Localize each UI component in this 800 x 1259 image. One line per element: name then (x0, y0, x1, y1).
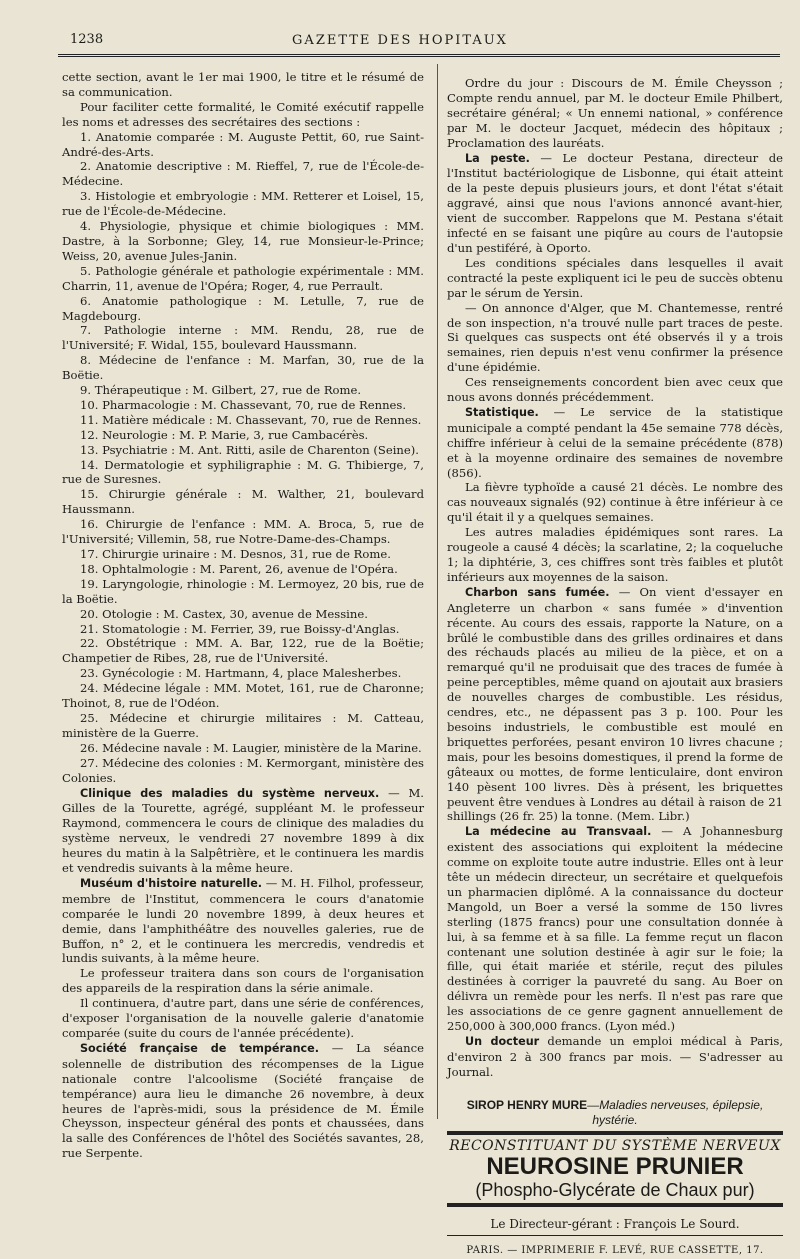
paragraph (62, 443, 424, 458)
ad-product-name: NEUROSINE PRUNIER (486, 1152, 744, 1180)
paragraph-text: 19. Laryngologie, rhinologie : M. Lermoyez, 20 bis, rue de la Boëtie. (62, 576, 424, 606)
column-divider (437, 64, 438, 1119)
paragraph-text: 13. Psychiatrie : M. Ant. Ritti, asile de Charenton (Seine). (80, 442, 419, 457)
paragraph (62, 428, 424, 443)
section-heading: Charbon sans fumée. (465, 585, 610, 599)
paragraph (447, 375, 783, 405)
paragraph-text: — A Johannesburg existent des associations qui exploitent la médecine comme on exploite toute autre industrie. Elles ont à leur tête un médecin directeur, un secrétaire et quelquefois un pharmacien diplômé. A la connaissance du docteur Mangold, un Boer a versé la somme de 150 livres sterling (1875 francs) pour une consultation donnée à lui, à sa femme et à sa fille. La femme reçut un flacon contenant une solution destinée à agir sur le foie; la fille, qui était mariée et stérile, reçut des pilules destinées à corriger la pauvreté du sang. Au Boer on délivra un remède pour les nerfs. Il n'est pas rare que les associations de ce genre gagnent annuellement de 250,000 à 300,000 francs. (Lyon méd.) (447, 824, 783, 1034)
paragraph-text: Pour faciliter cette formalité, le Comité exécutif rappelle les noms et adresses des secrétaires des sections : (62, 99, 424, 129)
ad-sirop-desc: —Maladies nerveuses, épilepsie, hystérie. (587, 1097, 764, 1127)
paragraph (62, 294, 424, 324)
paragraph (62, 876, 424, 966)
paragraph-text: — Le docteur Pestana, directeur de l'Institut bactériologique de Lisbonne, qui était atteint de la peste depuis plusieurs jours, et dont l'état s'était aggravé, ainsi que nous l'avions annoncé avant-hier, vient de succomber. Rappelons que M. Pestana s'était infecté en se faisant une piqûre au cours de l'autopsie d'un pestiféré, à Oporto. (447, 150, 783, 255)
paragraph (62, 741, 424, 756)
paragraph (447, 405, 783, 481)
paragraph-text: 21. Stomatologie : M. Ferrier, 39, rue Boissy-d'Anglas. (80, 621, 400, 636)
paragraph (447, 525, 783, 585)
paragraph (62, 666, 424, 681)
paragraph-text: — M. Gilles de la Tourette, agrégé, suppléant M. le professeur Raymond, commencera le cours de clinique des maladies du système nerveux, le vendredi 27 novembre 1899 à dix heures du matin à la Salpêtrière, et le continuera les mardis et vendredis suivants à la même heure. (62, 785, 424, 876)
ad-sirop-line (447, 1098, 783, 1128)
paragraph (447, 256, 783, 301)
paragraph-text: 16. Chirurgie de l'enfance : MM. A. Broca, 5, rue de l'Université; Villemin, 58, rue Notre-Dame-des-Champs. (62, 517, 424, 547)
paragraph-text: 23. Gynécologie : M. Hartmann, 4, place Malesherbes. (80, 666, 402, 681)
paragraph-text: — La séance solennelle de distribution des récompenses de la Ligue nationale contre l'alcoolisme (Société française de tempérance) aura lieu le dimanche 26 novembre, à deux heures de l'après-midi, sous la présidence de M. Émile Cheysson, inspecteur général des ponts et chaussées, dans la salle des Conférences de l'hôtel des Sociétés savantes, 28, rue Serpente. (62, 1040, 424, 1161)
paragraph-text: Ces renseignements concordent bien avec ceux que nous avons donnés précédemment. (447, 375, 783, 405)
paragraph-text: 24. Médecine légale : MM. Motet, 161, rue de Charonne; Thoinot, 8, rue de l'Odéon. (62, 681, 424, 711)
paragraph-text: Ordre du jour : Discours de M. Émile Cheysson ; Compte rendu annuel, par M. le docteur Emile Philbert, secrétaire général; « Un ennemi national, » conférence par M. le docteur Jacquet, médecin des hôpitaux ; Proclamation des lauréats. (447, 76, 783, 150)
paragraph (62, 398, 424, 413)
paragraph (62, 219, 424, 264)
header-rule (58, 54, 780, 59)
paragraph-text: — M. H. Filhol, professeur, membre de l'Institut, commencera le cours d'anatomie comparée le lundi 20 novembre 1899, à deux heures et demie, dans l'amphithéâtre des nouvelles galeries, rue de Buffon, n° 2, et le continuera les mercredis, vendredis et lundis suivants, à la même heure. (62, 875, 425, 966)
paragraph-text: Les autres maladies épidémiques sont rares. La rougeole a causé 4 décès; la scarlatine, 2; la coqueluche 1; la diphtérie, 3, ces chiffres sont très faibles et plutôt inférieurs aux moyennes de la saison. (447, 525, 783, 584)
paragraph-text: — On vient d'essayer en Angleterre un charbon « sans fumée » d'invention récente. Au cours des essais, rapporte la Nature, on a brûlé le combustible dans des grilles ordinaires et dans des réchauds placés au milieu de la pièce, et on a remarqué qu'il ne produisait que des traces de fumée à peine perceptibles, même quand on ajoutait aux brasiers de nouvelles charges de combustible. Les résidus, cendres, etc., ne dépassent pas 3 p. 100. Pour les besoins industriels, le combustible est moulé en briquettes perforées, pesant environ 10 livres chacune ; mais, pour les besoins domestiques, il prend la forme de gâteaux ou mottes, de forme lenticulaire, dont environ 140 pèsent 100 livres. Dès à présent, les briquettes peuvent être vendues à Londres au détail à raison de 21 shillings (26 fr. 25) la tonne. (Mem. Libr.) (447, 584, 783, 824)
paragraph (62, 636, 424, 666)
paragraph (62, 577, 424, 607)
paragraph (447, 76, 783, 151)
paragraph-text: Le professeur traitera dans son cours de l'organisation des appareils de la respiration dans la série animale. (62, 966, 424, 996)
paragraph-text: — On annonce d'Alger, que M. Chantemesse, rentré de son inspection, n'a trouvé nulle part traces de peste. Si quelques cas suspects ont été observés il y a trois semaines, rien depuis n'est venu confirmer la présence d'une épidémie. (447, 300, 783, 375)
paragraph-text: 14. Dermatologie et syphiligraphie : M. G. Thibierge, 7, rue de Suresnes. (62, 457, 424, 487)
paragraph-text: 9. Thérapeutique : M. Gilbert, 27, rue de Rome. (80, 383, 362, 398)
paragraph-text: cette section, avant le 1er mai 1900, le titre et le résumé de sa communication. (62, 70, 424, 99)
paragraph-text: 17. Chirurgie urinaire : M. Desnos, 31, rue de Rome. (80, 547, 391, 561)
paragraph-text: 1. Anatomie comparée : M. Auguste Pettit, 60, rue Saint-André-des-Arts. (62, 129, 424, 159)
paragraph-text: 7. Pathologie interne : MM. Rendu, 28, rue de l'Université; F. Widal, 155, boulevard Haussmann. (62, 323, 424, 353)
paragraph-text: 6. Anatomie pathologique : M. Letulle, 7, rue de Magdebourg. (62, 293, 424, 323)
paragraph (62, 562, 424, 577)
paragraph-text: 18. Ophtalmologie : M. Parent, 26, avenue de l'Opéra. (80, 561, 398, 576)
paragraph (62, 517, 424, 547)
paragraph (62, 966, 424, 996)
paragraph (62, 264, 424, 294)
ad-sirop-brand: SIROP HENRY MURE (466, 1097, 588, 1112)
paragraph (62, 607, 424, 622)
paragraph (62, 159, 424, 189)
paragraph (62, 996, 424, 1041)
section-heading: La peste. (465, 151, 530, 165)
section-heading: La médecine au Transvaal. (465, 825, 652, 839)
section-heading: Clinique des maladies du système nerveux. (80, 786, 380, 800)
paragraph (62, 383, 424, 398)
paragraph (62, 1041, 424, 1161)
paragraph (62, 70, 424, 100)
section-heading: Muséum d'histoire naturelle. (80, 876, 263, 890)
paragraph (62, 353, 424, 383)
footer-imprimerie: PARIS. — IMPRIMERIE F. LEVÉ, RUE CASSETTE, 17. (466, 1245, 764, 1257)
paragraph-text: 20. Otologie : M. Castex, 30, avenue de Messine. (80, 606, 368, 621)
paragraph-text: 11. Matière médicale : M. Chassevant, 70, rue de Rennes. (80, 412, 422, 427)
paragraph-text: 8. Médecine de l'enfance : M. Marfan, 30, rue de la Boëtie. (62, 353, 424, 383)
paragraph (62, 622, 424, 637)
paragraph-text: 3. Histologie et embryologie : MM. Retterer et Loisel, 15, rue de l'École-de-Médecine. (62, 189, 424, 219)
paragraph (447, 151, 783, 256)
paragraph (62, 756, 424, 786)
footer-gerant: Le Directeur-gérant : François Le Sourd. (490, 1216, 740, 1231)
paragraph-text: 27. Médecine des colonies : M. Kermorgant, ministère des Colonies. (62, 755, 424, 785)
paragraph (447, 1034, 783, 1080)
paragraph-text: 15. Chirurgie générale : M. Walther, 21, boulevard Haussmann. (62, 487, 424, 517)
right-column (447, 76, 783, 1259)
ad-formula: (Phospho-Glycérate de Chaux pur) (475, 1179, 755, 1200)
section-heading: Un docteur (465, 1035, 540, 1048)
paragraph (62, 681, 424, 711)
left-column (62, 70, 424, 1161)
paragraph-text: 22. Obstétrique : MM. A. Bar, 122, rue de la Boëtie; Champetier de Ribes, 28, rue de l'Université. (62, 636, 424, 666)
paragraph-text: 4. Physiologie, physique et chimie biologiques : MM. Dastre, à la Sorbonne; Gley, 14, rue Monsieur-le-Prince; Weiss, 20, avenue Jules-Janin. (62, 219, 424, 263)
paragraph-text: Les conditions spéciales dans lesquelles il avait contracté la peste expliquent ici le peu de succès obtenu par le sérum de Yersin. (447, 255, 783, 300)
paragraph (62, 786, 424, 876)
paragraph (62, 547, 424, 562)
paragraph-text: — Le service de la statistique municipale a compté pendant la 45e semaine 778 décès, chiffre inférieur à celui de la semaine précédente (878) et à la moyenne ordinaire des semaines de novembre (856). (447, 404, 783, 480)
ad-reconstituant: RECONSTITUANT DU SYSTÈME NERVEUX (449, 1137, 781, 1154)
paragraph (447, 480, 783, 525)
ad-rule-bottom (447, 1203, 783, 1207)
footer-rule (447, 1235, 783, 1236)
ad-rule-top (447, 1131, 783, 1135)
paragraph (447, 824, 783, 1034)
paragraph-text: 2. Anatomie descriptive : M. Rieffel, 7, rue de l'École-de-Médecine. (62, 159, 424, 189)
paragraph-text: 26. Médecine navale : M. Laugier, ministère de la Marine. (80, 740, 422, 755)
paragraph-text: 5. Pathologie générale et pathologie expérimentale : MM. Charrin, 11, avenue de l'Opéra; Roger, 4, rue Perrault. (62, 263, 424, 293)
paragraph (62, 458, 424, 488)
advertisement (447, 1098, 783, 1207)
paragraph (62, 487, 424, 517)
paragraph (62, 323, 424, 353)
section-heading: Statistique. (465, 405, 539, 419)
paragraph (62, 711, 424, 741)
paragraph-text: La fièvre typhoïde a causé 21 décès. Le nombre des cas nouveaux signalés (92) continue à être inférieur à ce qu'il était il y a quelques semaines. (447, 480, 783, 525)
paragraph (62, 130, 424, 160)
page-number: 1238 (70, 32, 104, 47)
paragraph (62, 100, 424, 130)
paragraph (447, 585, 783, 825)
paragraph (62, 189, 424, 219)
paragraph (62, 413, 424, 428)
section-heading: Société française de tempérance. (80, 1041, 320, 1055)
paragraph-text: Il continuera, d'autre part, dans une série de conférences, d'exposer l'organisation de la nouvelle galerie d'anatomie comparée (suite du cours de l'année précédente). (62, 996, 424, 1040)
paragraph-text: demande un emploi médical à Paris, d'environ 2 à 300 francs par mois. — S'adresser au Journal. (447, 1034, 783, 1079)
paragraph-text: 10. Pharmacologie : M. Chassevant, 70, rue de Rennes. (80, 397, 407, 412)
running-title: GAZETTE DES HOPITAUX (292, 33, 508, 48)
paragraph-text: 25. Médecine et chirurgie militaires : M. Catteau, ministère de la Guerre. (62, 710, 424, 740)
paragraph-text: 12. Neurologie : M. P. Marie, 3, rue Cambacérès. (80, 427, 369, 442)
paragraph (447, 301, 783, 376)
